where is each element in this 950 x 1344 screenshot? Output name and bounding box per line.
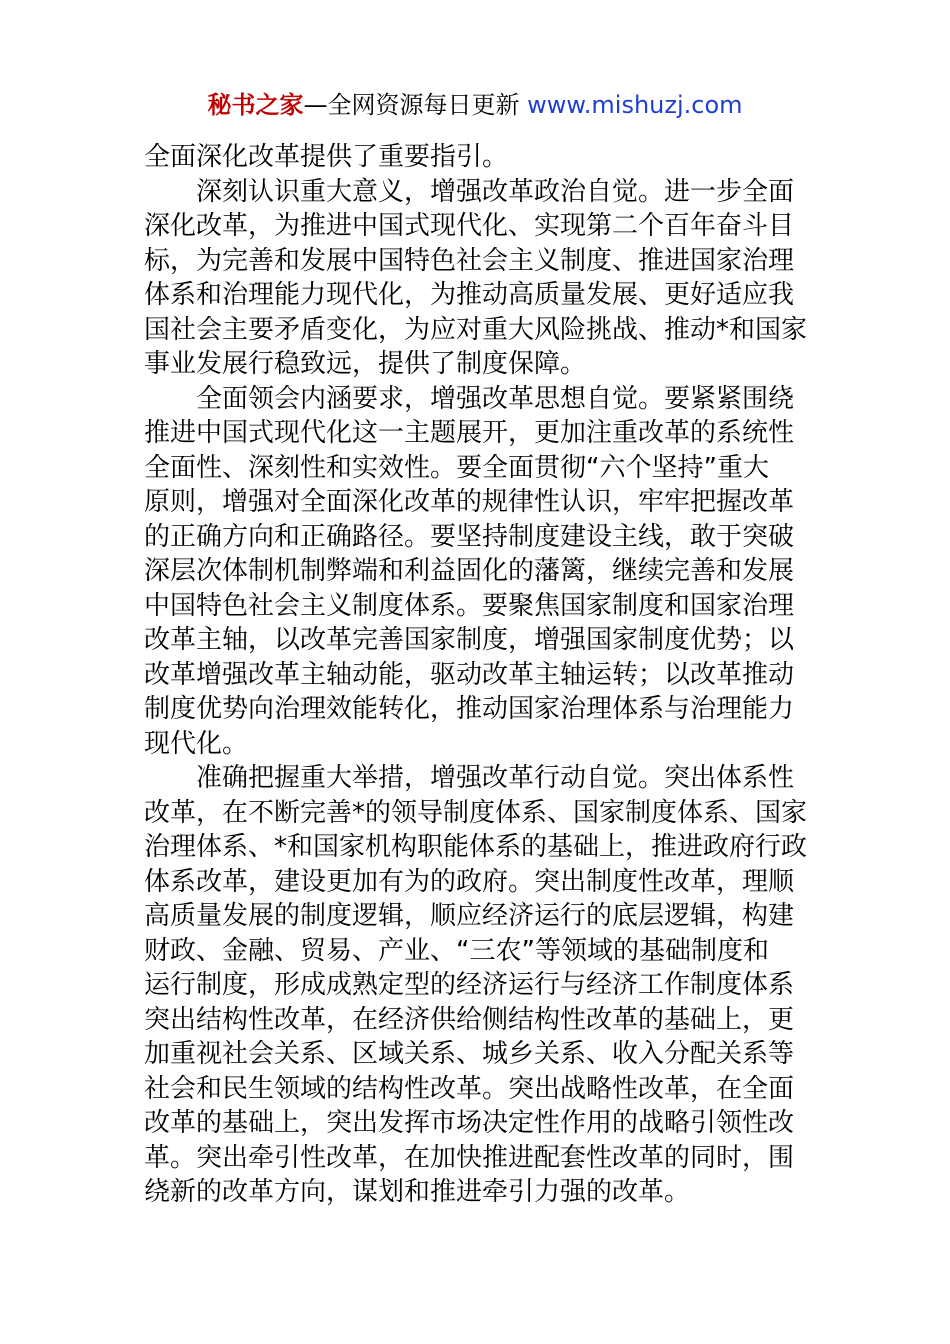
site-url-link[interactable]: www.mishuzj.com bbox=[527, 91, 743, 119]
text-line: 标，为完善和发展中国特色社会主义制度、推进国家治理 bbox=[144, 245, 795, 276]
text-line: 体系和治理能力现代化，为推动高质量发展、更好适应我 bbox=[144, 280, 795, 310]
text-line: 社会和民生领域的结构性改革。突出战略性改革，在全面 bbox=[144, 1073, 795, 1104]
text-line: 改革增强改革主轴动能，驱动改革主轴运转；以改革推动 bbox=[144, 659, 795, 690]
text-line: 原则，增强对全面深化改革的规律性认识，牢牢把握改革 bbox=[144, 487, 795, 517]
paragraph-start-line: 深刻认识重大意义，增强改革政治自觉。进一步全面 bbox=[196, 176, 795, 207]
text-line: 中国特色社会主义制度体系。要聚焦国家制度和国家治理 bbox=[144, 590, 795, 621]
text-line: 深化改革，为推进中国式现代化、实现第二个百年奋斗目 bbox=[144, 211, 795, 241]
text-line: 的正确方向和正确路径。要坚持制度建设主线，敢于突破 bbox=[144, 521, 795, 552]
text-line: 财政、金融、贸易、产业、“三农”等领域的基础制度和 bbox=[144, 935, 769, 966]
text-line: 全面性、深刻性和实效性。要全面贯彻“六个坚持”重大 bbox=[144, 452, 769, 483]
text-line: 改革主轴，以改革完善国家制度，增强国家制度优势；以 bbox=[144, 625, 795, 655]
text-line: 现代化。 bbox=[144, 728, 249, 759]
text-line: 国社会主要矛盾变化，为应对重大风险挑战、推动*和国家 bbox=[144, 314, 808, 345]
text-line: 运行制度，形成成熟定型的经济运行与经济工作制度体系 bbox=[144, 970, 795, 1000]
text-line: 体系改革，建设更加有为的政府。突出制度性改革，理顺 bbox=[144, 866, 795, 897]
paragraph-start-line: 全面领会内涵要求，增强改革思想自觉。要紧紧围绕 bbox=[196, 383, 795, 414]
site-header bbox=[0, 88, 950, 122]
text-line: 加重视社会关系、区域关系、城乡关系、收入分配关系等 bbox=[144, 1039, 795, 1069]
text-line: 推进中国式现代化这一主题展开，更加注重改革的系统性 bbox=[144, 418, 795, 448]
text-line: 革。突出牵引性改革，在加快推进配套性改革的同时，围 bbox=[144, 1142, 795, 1173]
text-line: 深层次体制机制弊端和利益固化的藩篱，继续完善和发展 bbox=[144, 556, 795, 586]
text-line: 改革的基础上，突出发挥市场决定性作用的战略引领性改 bbox=[144, 1108, 795, 1138]
text-line: 全面深化改革提供了重要指引。 bbox=[144, 142, 509, 172]
site-tagline: —全网资源每日更新 bbox=[303, 91, 528, 119]
text-line: 事业发展行稳致远，提供了制度保障。 bbox=[144, 349, 587, 379]
text-line: 治理体系、*和国家机构职能体系的基础上，推进政府行政 bbox=[144, 832, 808, 862]
text-line: 制度优势向治理效能转化，推动国家治理体系与治理能力 bbox=[144, 694, 795, 724]
text-line: 突出结构性改革，在经济供给侧结构性改革的基础上，更 bbox=[144, 1004, 795, 1035]
paragraph-start-line: 准确把握重大举措，增强改革行动自觉。突出体系性 bbox=[196, 763, 795, 793]
document-body bbox=[144, 140, 814, 1210]
text-line: 高质量发展的制度逻辑，顺应经济运行的底层逻辑，构建 bbox=[144, 901, 795, 931]
site-brand: 秘书之家 bbox=[207, 91, 304, 119]
text-line: 绕新的改革方向，谋划和推进牵引力强的改革。 bbox=[144, 1177, 691, 1207]
text-line: 改革，在不断完善*的领导制度体系、国家制度体系、国家 bbox=[144, 797, 808, 828]
